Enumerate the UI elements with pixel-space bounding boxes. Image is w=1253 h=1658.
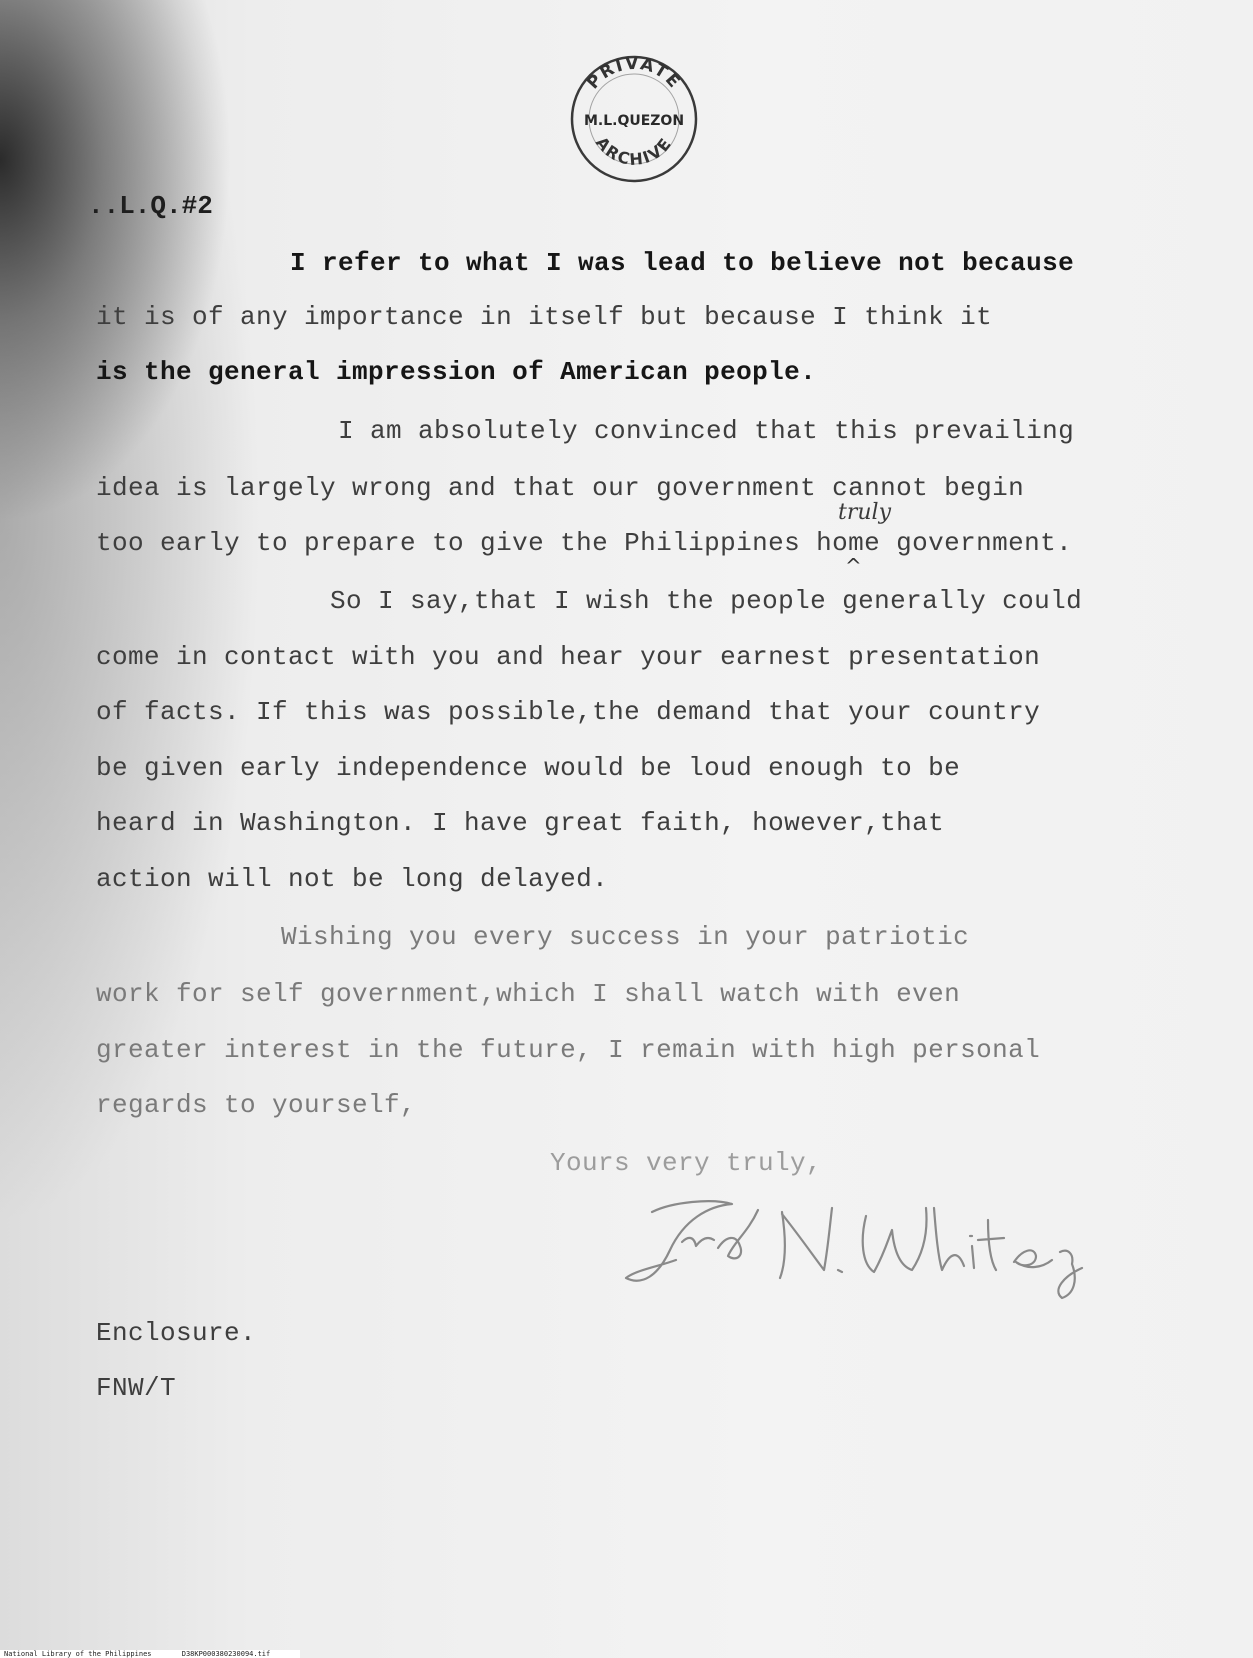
stamp-bottom-text: ARCHIVE bbox=[592, 133, 676, 170]
letter-line-16: regards to yourself, bbox=[96, 1090, 417, 1120]
letter-line-9: of facts. If this was possible,the demand that your country bbox=[96, 697, 1041, 727]
letter-line-12: action will not be long delayed. bbox=[96, 864, 609, 894]
stamp-middle-text: M.L.QUEZON bbox=[583, 113, 685, 129]
typist-initials: FNW/T bbox=[96, 1373, 177, 1403]
stamp-top-text: PRIVATE bbox=[583, 54, 685, 94]
letter-line-6: too early to prepare to give the Philippines home government. bbox=[96, 528, 1073, 558]
svg-text:ARCHIVE bbox=[592, 133, 676, 169]
svg-text:PRIVATE bbox=[583, 54, 685, 93]
letter-line-2: it is of any importance in itself but because I think it bbox=[96, 302, 993, 332]
letter-line-11: heard in Washington. I have great faith, however,that bbox=[96, 808, 945, 838]
letter-line-14: work for self government,which I shall watch with even bbox=[96, 979, 961, 1009]
letter-line-1: I refer to what I was lead to believe not because bbox=[290, 248, 1075, 278]
letter-line-3: is the general impression of American people. bbox=[96, 357, 817, 387]
letter-line-8: come in contact with you and hear your earnest presentation bbox=[96, 642, 1041, 672]
closing: Yours very truly, bbox=[550, 1148, 823, 1178]
reference-number: ..L.Q.#2 bbox=[88, 191, 213, 221]
enclosure-note: Enclosure. bbox=[96, 1318, 257, 1348]
handwritten-signature bbox=[612, 1190, 1132, 1300]
archive-stamp bbox=[569, 54, 699, 184]
letter-line-10: be given early independence would be loud enough to be bbox=[96, 753, 961, 783]
archive-footer bbox=[0, 1650, 300, 1658]
letter-line-15: greater interest in the future, I remain with high personal bbox=[96, 1035, 1041, 1065]
handwritten-interlineation: truly bbox=[838, 500, 891, 525]
insertion-caret: ^ bbox=[845, 554, 862, 578]
letter-line-7: So I say,that I wish the people generally could bbox=[330, 586, 1083, 616]
footer-library: National Library of the Philippines bbox=[4, 1650, 152, 1658]
letter-line-4: I am absolutely convinced that this prevailing bbox=[338, 416, 1075, 446]
letter-line-5: idea is largely wrong and that our government cannot begin bbox=[96, 473, 1025, 503]
footer-file: D38KP000380230094.tif bbox=[181, 1650, 271, 1658]
letter-line-13: Wishing you every success in your patriotic bbox=[281, 922, 970, 952]
